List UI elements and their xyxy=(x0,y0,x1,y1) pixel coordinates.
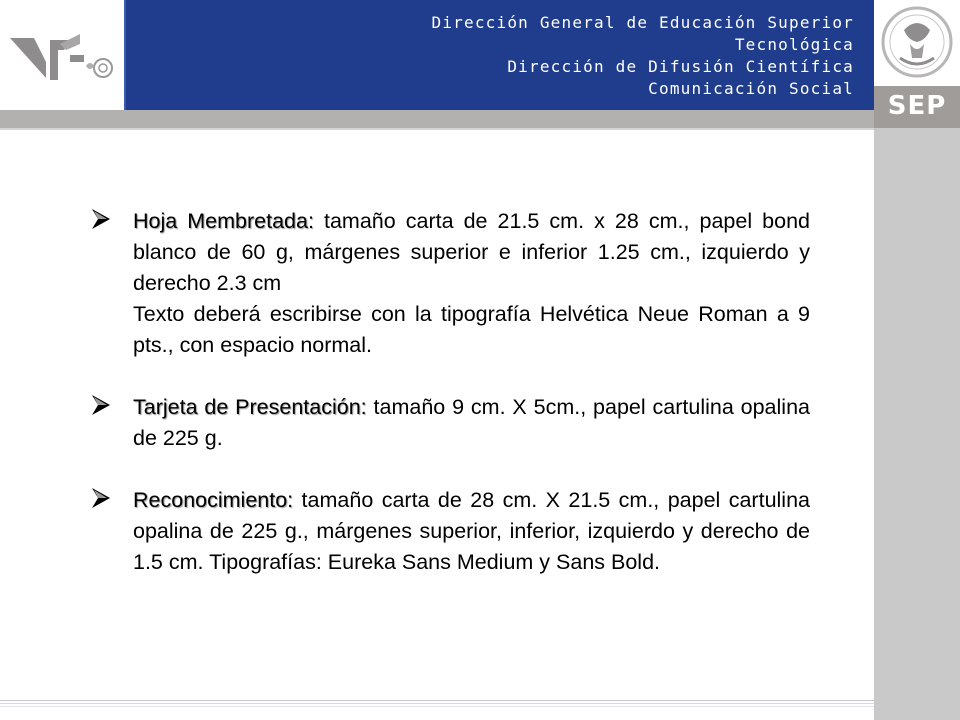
header-titles xyxy=(432,12,854,100)
list-item xyxy=(88,485,810,578)
sep-label-box xyxy=(874,86,960,128)
header-line-2: Tecnológica xyxy=(734,35,854,54)
item-term: Reconocimiento: xyxy=(133,488,294,512)
list-item xyxy=(88,206,810,361)
arrow-bullet-icon xyxy=(88,394,116,416)
footer-line xyxy=(0,703,874,704)
arrow-bullet-icon xyxy=(88,208,116,230)
item-extra: Texto deberá escribirse con la tipografía Helvética Neue Roman a 9 pts., con espacio normal. xyxy=(133,302,810,357)
institutional-logo-icon xyxy=(0,0,124,110)
requirements-list xyxy=(88,206,810,609)
sep-label: SEP xyxy=(887,91,947,121)
item-text: tamaño 9 cm. X 5cm., papel cartulina opalina de 225 g. xyxy=(133,395,810,450)
header-line-4: Comunicación Social xyxy=(648,79,854,98)
list-item xyxy=(88,392,810,454)
header-gray-band xyxy=(0,110,874,128)
header-banner xyxy=(124,0,874,110)
item-term: Hoja Membretada: xyxy=(133,209,314,233)
item-text: tamaño carta de 28 cm. X 21.5 cm., papel cartulina opalina de 225 g., márgenes superior, inferior, izquierdo y derecho de 1.5 cm. Tipografías: Eureka Sans Medium y Sans Bold. xyxy=(133,488,810,574)
arrow-bullet-icon xyxy=(88,487,116,509)
header-divider xyxy=(0,128,874,130)
footer-line xyxy=(0,706,874,707)
seal-area xyxy=(874,0,960,86)
logo-area xyxy=(0,0,124,110)
coat-of-arms-icon xyxy=(874,0,960,86)
footer-line xyxy=(0,700,874,701)
header-line-3: Dirección de Difusión Científica xyxy=(507,57,854,76)
item-text: tamaño carta de 21.5 cm. x 28 cm., papel bond blanco de 60 g, márgenes superior e inferior 1.25 cm., izquierdo y derecho 2.3 cm xyxy=(133,209,810,295)
header-line-1: Dirección General de Educación Superior xyxy=(431,13,854,32)
item-term: Tarjeta de Presentación: xyxy=(133,395,367,419)
